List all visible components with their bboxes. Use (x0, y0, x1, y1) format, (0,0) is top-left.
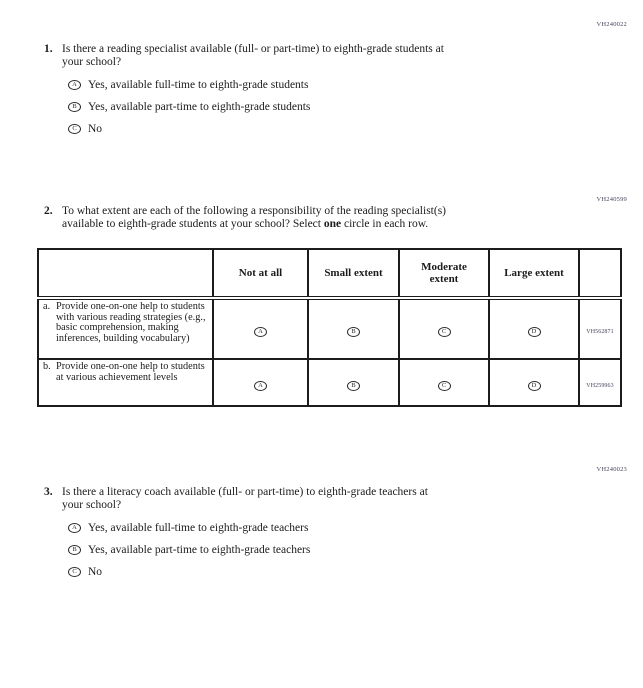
radio-bubble-icon[interactable]: B (68, 102, 81, 112)
radio-bubble-icon[interactable]: D (528, 381, 541, 391)
question-2-line1: To what extent are each of the following a responsibility of the reading specialist(s) (62, 205, 447, 217)
option-label: Yes, available part-time to eighth-grade students (88, 100, 311, 113)
option-label: Yes, available full-time to eighth-grade students (88, 78, 309, 91)
matrix-header-moderate-extent: Moderate extent (399, 249, 489, 298)
question-2-matrix-table (37, 248, 622, 407)
row-a-cell-large-extent (489, 298, 579, 359)
radio-bubble-icon[interactable]: B (68, 545, 81, 555)
row-b-code-cell (579, 359, 621, 406)
question-3 (44, 486, 610, 587)
matrix-header-not-at-all: Not at all (213, 249, 308, 298)
question-1-line2: your school? (62, 56, 122, 68)
item-code-row-b: VH259963 (586, 382, 614, 389)
matrix-header-row (38, 249, 621, 298)
question-3-line1: Is there a literacy coach available (full- or part-time) to eighth-grade teachers at (62, 486, 428, 498)
question-3-number: 3. (44, 486, 53, 498)
radio-bubble-icon[interactable]: A (68, 523, 81, 533)
radio-bubble-icon[interactable]: B (347, 327, 360, 337)
question-1-text (44, 43, 610, 69)
radio-bubble-icon[interactable]: C (68, 567, 81, 577)
row-a-stem: a. Provide one-on-one help to students with various reading strategies (e.g., basic comprehension, making inferences, building vocabulary) (38, 298, 213, 359)
q3-option-b[interactable] (68, 543, 610, 557)
q1-option-a[interactable] (68, 78, 610, 92)
option-label: No (88, 565, 103, 578)
q3-option-c[interactable] (68, 565, 610, 579)
matrix-header-code-empty (579, 249, 621, 298)
radio-bubble-icon[interactable]: C (438, 327, 451, 337)
option-label: No (88, 122, 103, 135)
radio-bubble-icon[interactable]: A (68, 80, 81, 90)
radio-bubble-icon[interactable]: C (68, 124, 81, 134)
question-2-text (44, 205, 610, 231)
option-label: Yes, available full-time to eighth-grade teachers (88, 521, 309, 534)
radio-bubble-icon[interactable]: C (438, 381, 451, 391)
item-code-row-a: VH562871 (586, 329, 614, 335)
matrix-header-small-extent: Small extent (308, 249, 399, 298)
question-2-line2: available to eighth-grade students at your school? Select one circle in each row. (62, 218, 429, 230)
radio-bubble-icon[interactable]: B (347, 381, 360, 391)
q1-option-c[interactable] (68, 122, 610, 136)
item-code-q2: VH240599 (596, 196, 627, 203)
radio-bubble-icon[interactable]: A (254, 327, 267, 337)
question-1-number: 1. (44, 43, 53, 55)
q3-option-a[interactable] (68, 521, 610, 535)
matrix-header-large-extent: Large extent (489, 249, 579, 298)
matrix-row-b (38, 359, 621, 406)
row-b-stem: b. Provide one-on-one help to students at various achievement levels (38, 359, 213, 406)
radio-bubble-icon[interactable]: D (528, 327, 541, 337)
row-a-code-cell (579, 298, 621, 359)
q1-option-b[interactable] (68, 100, 610, 114)
matrix-header-empty (38, 249, 213, 298)
row-a-cell-small-extent (308, 298, 399, 359)
matrix-row-a (38, 298, 621, 359)
question-3-text (44, 486, 610, 512)
question-3-options (68, 521, 610, 579)
row-b-cell-moderate-extent (399, 359, 489, 406)
question-1-line1: Is there a reading specialist available (full- or part-time) to eighth-grade students at (62, 43, 444, 55)
row-b-cell-not-at-all (213, 359, 308, 406)
row-b-cell-large-extent (489, 359, 579, 406)
question-1 (44, 43, 610, 144)
question-2 (44, 205, 610, 231)
item-code-q3: VH240023 (596, 466, 627, 473)
row-a-cell-moderate-extent (399, 298, 489, 359)
question-1-options (68, 78, 610, 136)
question-3-line2: your school? (62, 499, 122, 511)
question-2-number: 2. (44, 205, 53, 217)
item-code-q1: VH240022 (596, 21, 627, 28)
row-a-cell-not-at-all (213, 298, 308, 359)
row-b-cell-small-extent (308, 359, 399, 406)
option-label: Yes, available part-time to eighth-grade teachers (88, 543, 311, 556)
radio-bubble-icon[interactable]: A (254, 381, 267, 391)
